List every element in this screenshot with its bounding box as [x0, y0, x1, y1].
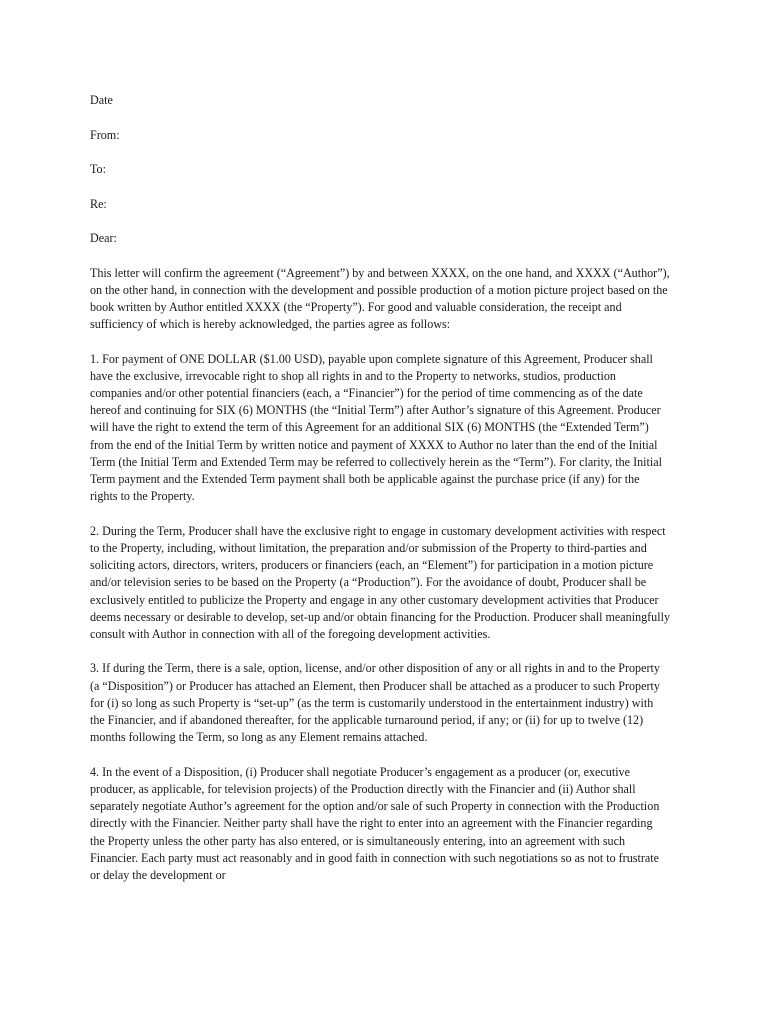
clause-4-paragraph: 4. In the event of a Disposition, (i) Producer shall negotiate Producer’s engagement as a producer (or, executive producer, as applicable, for television projects) of the Production directly with the Financier and (ii) Author shall separately negotiate Author’s agreement for the option and/or sale of such Property in connection with the Production directly with the Financier. Neither party shall have the right to enter into an agreement with the Financier regarding the Property unless the other party has also entered, or is simultaneously entering, into an agreement with such Financier. Each party must act reasonably and in good faith in connection with such negotiations so as not to frustrate or delay the development or [90, 764, 660, 882]
to-field: To: [90, 162, 106, 176]
clause-1-paragraph: 1. For payment of ONE DOLLAR ($1.00 USD), payable upon complete signature of this Agreement, Producer shall have the exclusive, irrevocable right to shop all rights in and to the Property to networks, studios, production companies and/or other potential financiers (each, a “Financier”) for the period of time commencing as of the date hereof and continuing for SIX (6) MONTHS (the “Initial Term”) after Author’s signature of this Agreement. Producer will have the right to extend the term of this Agreement for an additional SIX (6) MONTHS (the “Extended Term”) from the end of the Initial Term by written notice and payment of XXXX to Author no later than the end of the Initial Term (the Initial Term and Extended Term may be referred to collectively herein as the “Term”). For clarity, the Initial Term payment and the Extended Term payment shall both be applicable against the purchase price (if any) for the rights to the Property. [90, 351, 662, 504]
date-field: Date [90, 93, 113, 107]
letter-body [90, 92, 670, 884]
clause-3-paragraph: 3. If during the Term, there is a sale, option, license, and/or other disposition of any or all rights in and to the Property (a “Disposition”) or Producer has attached an Element, then Producer shall be attached as a producer to such Property for (i) so long as such Property is “set-up” (as the term is customarily understood in the entertainment industry) with the Financier, and if abandoned thereafter, for the applicable turnaround period, if any; or (ii) for up to twelve (12) months following the Term, so long as any Element remains attached. [90, 661, 660, 745]
salutation-field: Dear: [90, 231, 117, 245]
intro-paragraph: This letter will confirm the agreement (“Agreement”) by and between XXXX, on the one hand, and XXXX (“Author”), on the other hand, in connection with the development and possible production of a motion picture project based on the book written by Author entitled XXXX (the “Property”). For good and valuable consideration, the receipt and sufficiency of which is hereby acknowledged, the parties agree as follows: [90, 265, 670, 332]
from-field: From: [90, 127, 120, 142]
re-field: Re: [90, 196, 107, 211]
clause-2-paragraph: 2. During the Term, Producer shall have the exclusive right to engage in customary development activities with respect to the Property, including, without limitation, the preparation and/or submission of the Property to third-parties and soliciting actors, directors, writers, producers or financiers (each, an “Element”) for participation in a motion picture and/or television series to be based on the Property (a “Production”). For the avoidance of doubt, Producer shall be exclusively entitled to publicize the Property and engage in any other customary development activities that Producer deems necessary or desirable to develop, set-up and/or obtain financing for the Production. Producer shall meaningfully consult with Author in connection with all of the foregoing development activities. [90, 523, 670, 641]
